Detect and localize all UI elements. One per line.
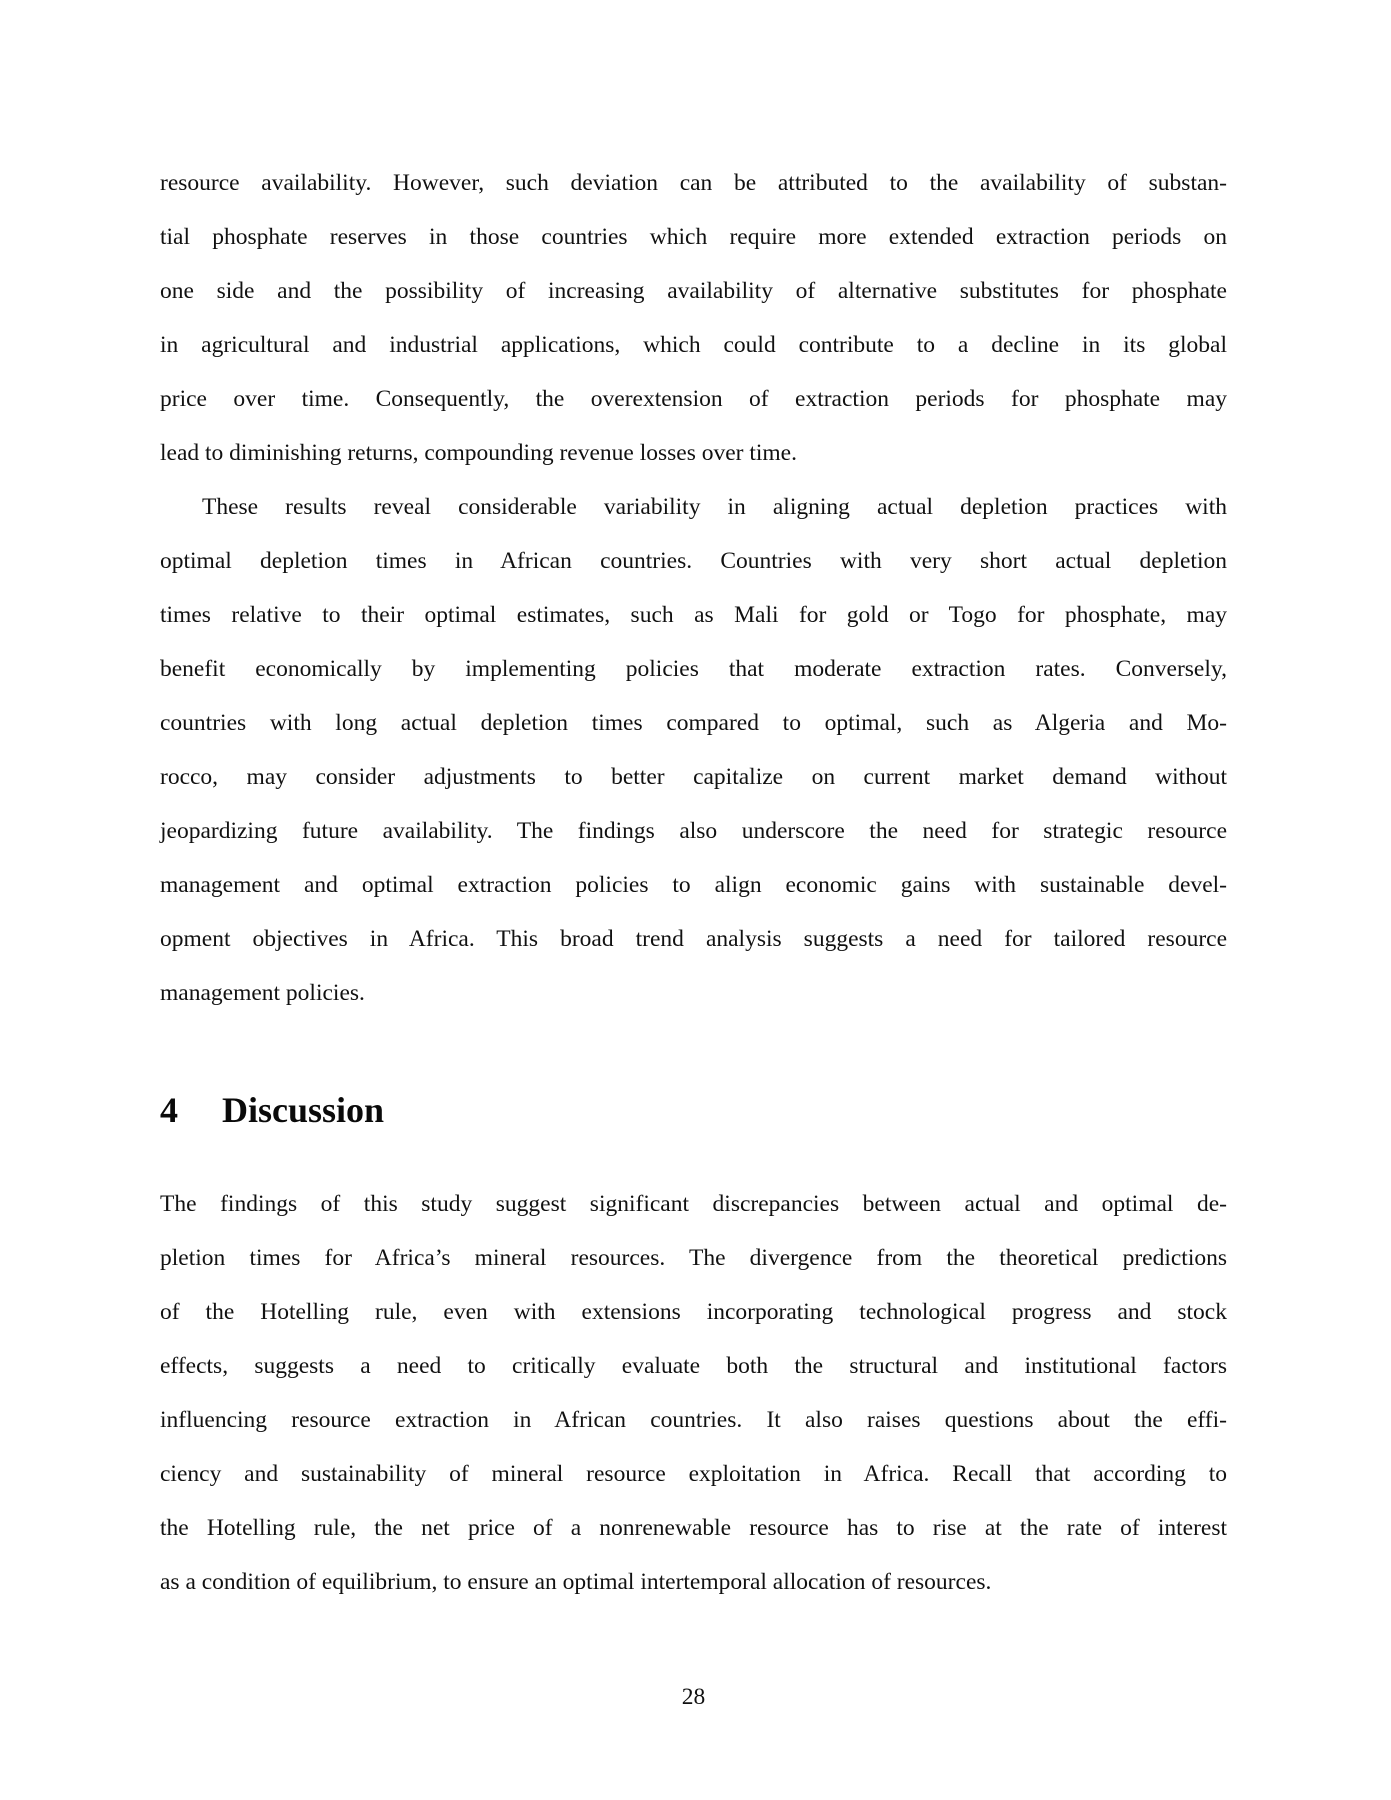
text-line: effects, suggests a need to critically evaluate both the structural and institutional factors: [160, 1353, 1227, 1379]
text-line: ciency and sustainability of mineral resource exploitation in Africa. Recall that according to: [160, 1461, 1227, 1487]
text-line: one side and the possibility of increasing availability of alternative substitutes for phosphate: [160, 278, 1227, 304]
section-heading: [160, 1083, 1227, 1137]
text-line: in agricultural and industrial applications, which could contribute to a decline in its global: [160, 332, 1227, 358]
paragraph-3: [160, 1177, 1227, 1609]
text-line: lead to diminishing returns, compounding revenue losses over time.: [160, 440, 797, 466]
text-line: countries with long actual depletion times compared to optimal, such as Algeria and Mo-: [160, 710, 1227, 736]
text-line: influencing resource extraction in African countries. It also raises questions about the effi-: [160, 1407, 1227, 1433]
text-line: as a condition of equilibrium, to ensure an optimal intertemporal allocation of resources.: [160, 1569, 992, 1595]
text-line: tial phosphate reserves in those countries which require more extended extraction periods on: [160, 224, 1227, 250]
text-line: benefit economically by implementing policies that moderate extraction rates. Conversely,: [160, 656, 1227, 682]
text-line: optimal depletion times in African countries. Countries with very short actual depletion: [160, 548, 1227, 574]
text-line: price over time. Consequently, the overextension of extraction periods for phosphate may: [160, 386, 1227, 412]
section-title: Discussion: [222, 1090, 385, 1130]
text-line: resource availability. However, such deviation can be attributed to the availability of substan-: [160, 170, 1227, 196]
text-line: These results reveal considerable variability in aligning actual depletion practices with: [202, 494, 1227, 520]
text-line: rocco, may consider adjustments to better capitalize on current market demand without: [160, 764, 1227, 790]
text-block: [160, 156, 1227, 1724]
text-line: opment objectives in Africa. This broad trend analysis suggests a need for tailored resource: [160, 926, 1227, 952]
text-line: management and optimal extraction policies to align economic gains with sustainable devel-: [160, 872, 1227, 898]
page-number: 28: [681, 1684, 706, 1710]
text-line: of the Hotelling rule, even with extensions incorporating technological progress and stock: [160, 1299, 1227, 1325]
text-line: times relative to their optimal estimates, such as Mali for gold or Togo for phosphate, may: [160, 602, 1227, 628]
text-line: management policies.: [160, 980, 365, 1006]
paragraph-1: [160, 156, 1227, 480]
paragraph-2: [160, 480, 1227, 1020]
text-line: jeopardizing future availability. The findings also underscore the need for strategic resource: [160, 818, 1227, 844]
text-line: pletion times for Africa’s mineral resources. The divergence from the theoretical predictions: [160, 1245, 1227, 1271]
section-number: 4: [160, 1090, 178, 1130]
text-line: the Hotelling rule, the net price of a nonrenewable resource has to rise at the rate of interest: [160, 1515, 1227, 1541]
text-line: The findings of this study suggest significant discrepancies between actual and optimal de-: [160, 1191, 1227, 1217]
